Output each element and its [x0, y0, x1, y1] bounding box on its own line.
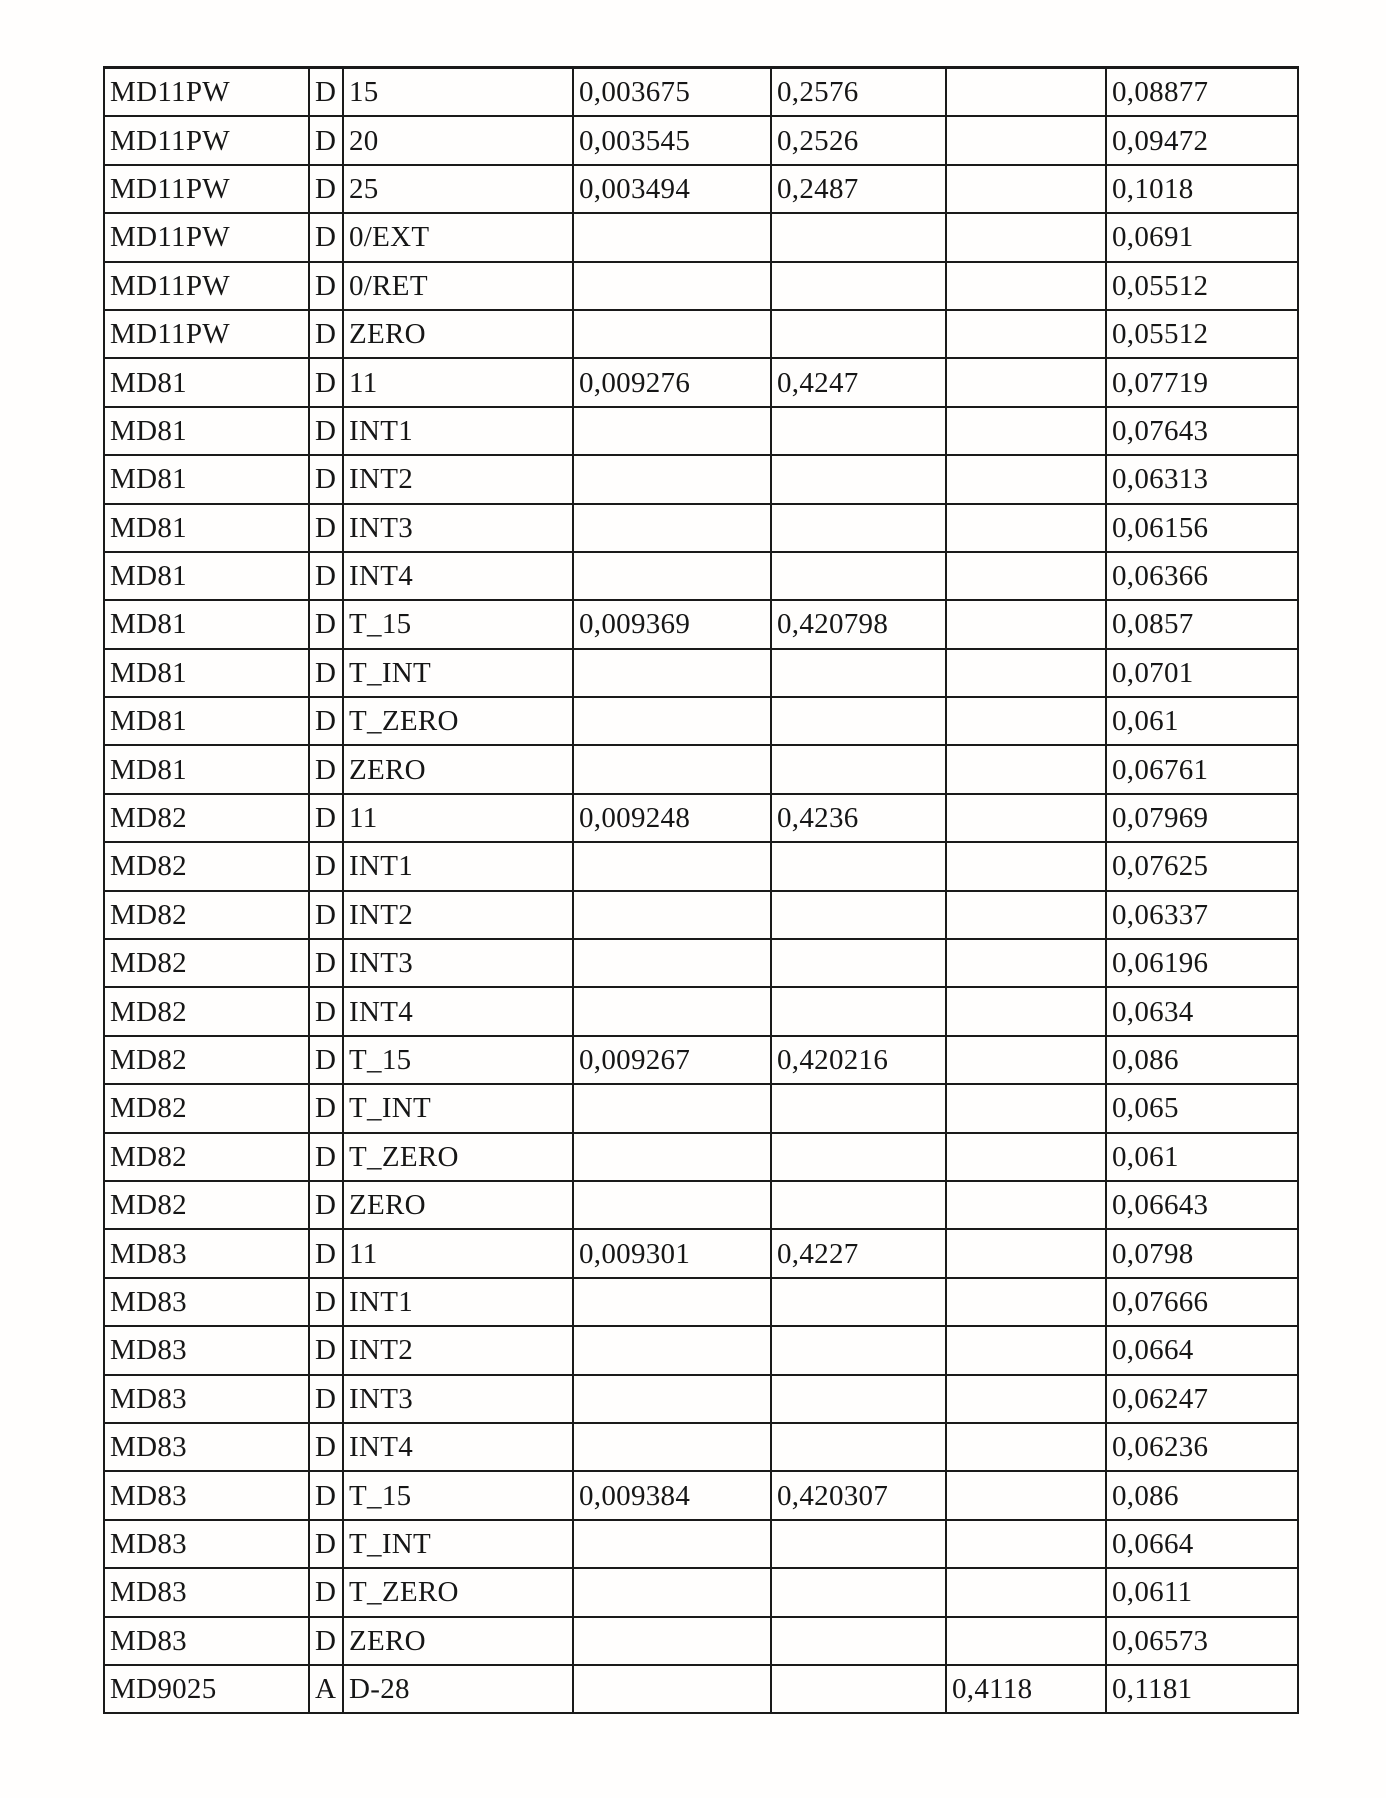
table-cell-r29-c2: D — [309, 1423, 343, 1471]
table-cell-r19-c4 — [573, 939, 771, 987]
table-cell-r11-c4 — [573, 552, 771, 600]
table-cell-r20-c3: INT4 — [343, 987, 573, 1035]
table-cell-r9-c6 — [946, 455, 1106, 503]
table-cell-r5-c6 — [946, 262, 1106, 310]
table-cell-r11-c6 — [946, 552, 1106, 600]
table-cell-r19-c6 — [946, 939, 1106, 987]
table-cell-r32-c6 — [946, 1568, 1106, 1616]
table-cell-r17-c2: D — [309, 842, 343, 890]
table-cell-r12-c4: 0,009369 — [573, 600, 771, 648]
table-row — [104, 1278, 1298, 1326]
table-cell-r32-c4 — [573, 1568, 771, 1616]
table-cell-r34-c1: MD9025 — [104, 1665, 309, 1713]
table-cell-r25-c7: 0,0798 — [1106, 1229, 1298, 1277]
table-cell-r24-c2: D — [309, 1181, 343, 1229]
table-cell-r6-c6 — [946, 310, 1106, 358]
table-cell-r30-c7: 0,086 — [1106, 1471, 1298, 1519]
table-cell-r18-c6 — [946, 891, 1106, 939]
table-cell-r4-c3: 0/EXT — [343, 213, 573, 261]
table-cell-r27-c7: 0,0664 — [1106, 1326, 1298, 1374]
table-cell-r7-c2: D — [309, 358, 343, 406]
table-cell-r26-c1: MD83 — [104, 1278, 309, 1326]
table-cell-r25-c5: 0,4227 — [771, 1229, 946, 1277]
table-cell-r11-c5 — [771, 552, 946, 600]
table-cell-r19-c5 — [771, 939, 946, 987]
table-cell-r5-c7: 0,05512 — [1106, 262, 1298, 310]
table-row — [104, 262, 1298, 310]
table-cell-r18-c4 — [573, 891, 771, 939]
table-cell-r12-c2: D — [309, 600, 343, 648]
table-cell-r22-c6 — [946, 1084, 1106, 1132]
table-cell-r8-c7: 0,07643 — [1106, 407, 1298, 455]
table-cell-r14-c6 — [946, 697, 1106, 745]
table-cell-r1-c7: 0,08877 — [1106, 68, 1298, 117]
table-cell-r14-c5 — [771, 697, 946, 745]
table-cell-r5-c2: D — [309, 262, 343, 310]
table-cell-r30-c6 — [946, 1471, 1106, 1519]
table-cell-r20-c6 — [946, 987, 1106, 1035]
table-cell-r33-c6 — [946, 1617, 1106, 1665]
table-cell-r21-c4: 0,009267 — [573, 1036, 771, 1084]
table-cell-r4-c2: D — [309, 213, 343, 261]
table-cell-r2-c2: D — [309, 116, 343, 164]
table-row — [104, 745, 1298, 793]
table-cell-r5-c1: MD11PW — [104, 262, 309, 310]
table-cell-r23-c2: D — [309, 1133, 343, 1181]
table-cell-r20-c4 — [573, 987, 771, 1035]
table-cell-r15-c2: D — [309, 745, 343, 793]
table-cell-r14-c3: T_ZERO — [343, 697, 573, 745]
table-cell-r5-c5 — [771, 262, 946, 310]
table-cell-r2-c5: 0,2526 — [771, 116, 946, 164]
table-cell-r6-c2: D — [309, 310, 343, 358]
table-cell-r12-c6 — [946, 600, 1106, 648]
table-cell-r33-c4 — [573, 1617, 771, 1665]
table-row — [104, 1568, 1298, 1616]
table-cell-r17-c4 — [573, 842, 771, 890]
table-cell-r17-c3: INT1 — [343, 842, 573, 890]
table-cell-r1-c3: 15 — [343, 68, 573, 117]
table-cell-r30-c1: MD83 — [104, 1471, 309, 1519]
table-cell-r7-c6 — [946, 358, 1106, 406]
table-cell-r28-c3: INT3 — [343, 1375, 573, 1423]
table-row — [104, 116, 1298, 164]
table-cell-r13-c7: 0,0701 — [1106, 649, 1298, 697]
table-cell-r8-c2: D — [309, 407, 343, 455]
table-cell-r29-c6 — [946, 1423, 1106, 1471]
table-cell-r3-c6 — [946, 165, 1106, 213]
table-cell-r19-c7: 0,06196 — [1106, 939, 1298, 987]
table-row — [104, 649, 1298, 697]
table-cell-r10-c5 — [771, 504, 946, 552]
table-cell-r26-c6 — [946, 1278, 1106, 1326]
table-cell-r34-c5 — [771, 1665, 946, 1713]
table-cell-r2-c7: 0,09472 — [1106, 116, 1298, 164]
table-cell-r4-c4 — [573, 213, 771, 261]
table-cell-r14-c4 — [573, 697, 771, 745]
table-cell-r20-c7: 0,0634 — [1106, 987, 1298, 1035]
table-body — [104, 68, 1298, 1714]
table-cell-r32-c7: 0,0611 — [1106, 1568, 1298, 1616]
table-cell-r26-c2: D — [309, 1278, 343, 1326]
table-cell-r12-c7: 0,0857 — [1106, 600, 1298, 648]
table-row — [104, 600, 1298, 648]
table-row — [104, 1375, 1298, 1423]
table-cell-r24-c3: ZERO — [343, 1181, 573, 1229]
table-cell-r32-c3: T_ZERO — [343, 1568, 573, 1616]
table-cell-r15-c5 — [771, 745, 946, 793]
table-cell-r30-c3: T_15 — [343, 1471, 573, 1519]
table-cell-r7-c3: 11 — [343, 358, 573, 406]
table-cell-r7-c5: 0,4247 — [771, 358, 946, 406]
table-cell-r8-c5 — [771, 407, 946, 455]
table-cell-r8-c6 — [946, 407, 1106, 455]
table-cell-r10-c6 — [946, 504, 1106, 552]
table-cell-r1-c6 — [946, 68, 1106, 117]
table-cell-r34-c7: 0,1181 — [1106, 1665, 1298, 1713]
table-cell-r21-c7: 0,086 — [1106, 1036, 1298, 1084]
table-cell-r22-c3: T_INT — [343, 1084, 573, 1132]
table-cell-r7-c1: MD81 — [104, 358, 309, 406]
table-cell-r29-c3: INT4 — [343, 1423, 573, 1471]
table-row — [104, 1181, 1298, 1229]
table-cell-r25-c3: 11 — [343, 1229, 573, 1277]
table-cell-r33-c2: D — [309, 1617, 343, 1665]
table-cell-r24-c7: 0,06643 — [1106, 1181, 1298, 1229]
table-row — [104, 68, 1298, 117]
table-cell-r27-c5 — [771, 1326, 946, 1374]
table-cell-r3-c1: MD11PW — [104, 165, 309, 213]
table-cell-r34-c3: D-28 — [343, 1665, 573, 1713]
table-cell-r31-c4 — [573, 1520, 771, 1568]
table-cell-r13-c4 — [573, 649, 771, 697]
table-cell-r7-c4: 0,009276 — [573, 358, 771, 406]
table-cell-r23-c4 — [573, 1133, 771, 1181]
table-cell-r9-c1: MD81 — [104, 455, 309, 503]
table-cell-r29-c1: MD83 — [104, 1423, 309, 1471]
table-cell-r20-c5 — [771, 987, 946, 1035]
table-cell-r10-c3: INT3 — [343, 504, 573, 552]
table-cell-r15-c4 — [573, 745, 771, 793]
table-cell-r29-c4 — [573, 1423, 771, 1471]
table-row — [104, 794, 1298, 842]
table-cell-r9-c5 — [771, 455, 946, 503]
table-cell-r34-c6: 0,4118 — [946, 1665, 1106, 1713]
table-row — [104, 165, 1298, 213]
table-cell-r3-c5: 0,2487 — [771, 165, 946, 213]
table-cell-r4-c5 — [771, 213, 946, 261]
table-cell-r29-c7: 0,06236 — [1106, 1423, 1298, 1471]
table-cell-r25-c1: MD83 — [104, 1229, 309, 1277]
table-cell-r3-c7: 0,1018 — [1106, 165, 1298, 213]
table-row — [104, 939, 1298, 987]
table-row — [104, 697, 1298, 745]
table-cell-r32-c2: D — [309, 1568, 343, 1616]
table-cell-r33-c3: ZERO — [343, 1617, 573, 1665]
table-cell-r1-c2: D — [309, 68, 343, 117]
table-cell-r26-c4 — [573, 1278, 771, 1326]
table-cell-r12-c3: T_15 — [343, 600, 573, 648]
table-cell-r28-c6 — [946, 1375, 1106, 1423]
table-cell-r16-c4: 0,009248 — [573, 794, 771, 842]
table-cell-r16-c6 — [946, 794, 1106, 842]
table-cell-r27-c4 — [573, 1326, 771, 1374]
table-cell-r33-c7: 0,06573 — [1106, 1617, 1298, 1665]
table-cell-r25-c4: 0,009301 — [573, 1229, 771, 1277]
table-cell-r11-c3: INT4 — [343, 552, 573, 600]
data-table — [103, 66, 1299, 1714]
table-cell-r7-c7: 0,07719 — [1106, 358, 1298, 406]
table-cell-r26-c3: INT1 — [343, 1278, 573, 1326]
table-cell-r8-c4 — [573, 407, 771, 455]
table-cell-r17-c6 — [946, 842, 1106, 890]
table-cell-r14-c7: 0,061 — [1106, 697, 1298, 745]
table-cell-r32-c1: MD83 — [104, 1568, 309, 1616]
table-cell-r25-c6 — [946, 1229, 1106, 1277]
table-cell-r22-c1: MD82 — [104, 1084, 309, 1132]
table-row — [104, 407, 1298, 455]
table-row — [104, 1036, 1298, 1084]
table-row — [104, 310, 1298, 358]
table-cell-r31-c6 — [946, 1520, 1106, 1568]
table-cell-r4-c1: MD11PW — [104, 213, 309, 261]
table-row — [104, 1084, 1298, 1132]
table-cell-r16-c5: 0,4236 — [771, 794, 946, 842]
table-cell-r21-c3: T_15 — [343, 1036, 573, 1084]
table-cell-r2-c6 — [946, 116, 1106, 164]
table-cell-r18-c7: 0,06337 — [1106, 891, 1298, 939]
table-cell-r23-c3: T_ZERO — [343, 1133, 573, 1181]
table-row — [104, 1423, 1298, 1471]
table-cell-r10-c7: 0,06156 — [1106, 504, 1298, 552]
table-cell-r18-c2: D — [309, 891, 343, 939]
table-cell-r3-c2: D — [309, 165, 343, 213]
table-cell-r3-c4: 0,003494 — [573, 165, 771, 213]
table-cell-r16-c3: 11 — [343, 794, 573, 842]
table-row — [104, 1471, 1298, 1519]
table-cell-r12-c5: 0,420798 — [771, 600, 946, 648]
table-cell-r31-c2: D — [309, 1520, 343, 1568]
table-cell-r15-c7: 0,06761 — [1106, 745, 1298, 793]
table-cell-r17-c1: MD82 — [104, 842, 309, 890]
table-cell-r32-c5 — [771, 1568, 946, 1616]
table-cell-r20-c2: D — [309, 987, 343, 1035]
table-cell-r30-c2: D — [309, 1471, 343, 1519]
table-cell-r22-c4 — [573, 1084, 771, 1132]
table-cell-r24-c6 — [946, 1181, 1106, 1229]
table-cell-r16-c2: D — [309, 794, 343, 842]
table-row — [104, 842, 1298, 890]
table-cell-r28-c2: D — [309, 1375, 343, 1423]
table-cell-r21-c6 — [946, 1036, 1106, 1084]
table-cell-r1-c5: 0,2576 — [771, 68, 946, 117]
table-cell-r22-c5 — [771, 1084, 946, 1132]
table-cell-r21-c1: MD82 — [104, 1036, 309, 1084]
table-cell-r24-c5 — [771, 1181, 946, 1229]
table-cell-r1-c4: 0,003675 — [573, 68, 771, 117]
table-cell-r6-c7: 0,05512 — [1106, 310, 1298, 358]
table-cell-r4-c7: 0,0691 — [1106, 213, 1298, 261]
table-cell-r8-c3: INT1 — [343, 407, 573, 455]
table-cell-r15-c1: MD81 — [104, 745, 309, 793]
table-cell-r16-c1: MD82 — [104, 794, 309, 842]
table-cell-r24-c1: MD82 — [104, 1181, 309, 1229]
table-cell-r34-c2: A — [309, 1665, 343, 1713]
table-cell-r2-c3: 20 — [343, 116, 573, 164]
table-cell-r25-c2: D — [309, 1229, 343, 1277]
table-row — [104, 213, 1298, 261]
table-cell-r17-c5 — [771, 842, 946, 890]
table-row — [104, 1326, 1298, 1374]
table-cell-r9-c2: D — [309, 455, 343, 503]
table-cell-r34-c4 — [573, 1665, 771, 1713]
table-cell-r14-c2: D — [309, 697, 343, 745]
table-cell-r23-c5 — [771, 1133, 946, 1181]
table-cell-r22-c2: D — [309, 1084, 343, 1132]
table-cell-r28-c4 — [573, 1375, 771, 1423]
table-cell-r20-c1: MD82 — [104, 987, 309, 1035]
table-cell-r19-c1: MD82 — [104, 939, 309, 987]
table-cell-r29-c5 — [771, 1423, 946, 1471]
table-row — [104, 891, 1298, 939]
table-cell-r2-c4: 0,003545 — [573, 116, 771, 164]
table-cell-r33-c1: MD83 — [104, 1617, 309, 1665]
table-cell-r13-c5 — [771, 649, 946, 697]
table-row — [104, 358, 1298, 406]
table-cell-r28-c7: 0,06247 — [1106, 1375, 1298, 1423]
table-cell-r28-c5 — [771, 1375, 946, 1423]
table-cell-r30-c5: 0,420307 — [771, 1471, 946, 1519]
table-cell-r13-c3: T_INT — [343, 649, 573, 697]
table-cell-r12-c1: MD81 — [104, 600, 309, 648]
table-cell-r3-c3: 25 — [343, 165, 573, 213]
table-row — [104, 504, 1298, 552]
table-cell-r23-c6 — [946, 1133, 1106, 1181]
table-cell-r30-c4: 0,009384 — [573, 1471, 771, 1519]
table-cell-r26-c7: 0,07666 — [1106, 1278, 1298, 1326]
table-cell-r10-c2: D — [309, 504, 343, 552]
table-cell-r31-c3: T_INT — [343, 1520, 573, 1568]
table-cell-r27-c2: D — [309, 1326, 343, 1374]
table-cell-r21-c5: 0,420216 — [771, 1036, 946, 1084]
table-row — [104, 1133, 1298, 1181]
table-cell-r13-c6 — [946, 649, 1106, 697]
table-cell-r13-c2: D — [309, 649, 343, 697]
table-cell-r27-c1: MD83 — [104, 1326, 309, 1374]
table-cell-r9-c4 — [573, 455, 771, 503]
table-cell-r27-c6 — [946, 1326, 1106, 1374]
table-cell-r11-c1: MD81 — [104, 552, 309, 600]
table-cell-r6-c4 — [573, 310, 771, 358]
table-row — [104, 1229, 1298, 1277]
table-cell-r11-c7: 0,06366 — [1106, 552, 1298, 600]
table-cell-r15-c3: ZERO — [343, 745, 573, 793]
table-cell-r10-c4 — [573, 504, 771, 552]
table-cell-r5-c4 — [573, 262, 771, 310]
table-cell-r5-c3: 0/RET — [343, 262, 573, 310]
table-row — [104, 552, 1298, 600]
table-cell-r1-c1: MD11PW — [104, 68, 309, 117]
table-row — [104, 1520, 1298, 1568]
table-cell-r6-c3: ZERO — [343, 310, 573, 358]
table-row — [104, 455, 1298, 503]
table-cell-r24-c4 — [573, 1181, 771, 1229]
table-cell-r31-c7: 0,0664 — [1106, 1520, 1298, 1568]
table-cell-r10-c1: MD81 — [104, 504, 309, 552]
table-row — [104, 1665, 1298, 1713]
table-cell-r9-c7: 0,06313 — [1106, 455, 1298, 503]
table-cell-r27-c3: INT2 — [343, 1326, 573, 1374]
table-cell-r28-c1: MD83 — [104, 1375, 309, 1423]
table-cell-r19-c3: INT3 — [343, 939, 573, 987]
table-cell-r23-c7: 0,061 — [1106, 1133, 1298, 1181]
table-cell-r14-c1: MD81 — [104, 697, 309, 745]
table-cell-r21-c2: D — [309, 1036, 343, 1084]
table-cell-r31-c1: MD83 — [104, 1520, 309, 1568]
table-cell-r18-c3: INT2 — [343, 891, 573, 939]
table-cell-r18-c5 — [771, 891, 946, 939]
table-cell-r9-c3: INT2 — [343, 455, 573, 503]
table-cell-r22-c7: 0,065 — [1106, 1084, 1298, 1132]
table-row — [104, 1617, 1298, 1665]
table-cell-r11-c2: D — [309, 552, 343, 600]
table-cell-r17-c7: 0,07625 — [1106, 842, 1298, 890]
table-cell-r15-c6 — [946, 745, 1106, 793]
table-cell-r2-c1: MD11PW — [104, 116, 309, 164]
table-cell-r6-c1: MD11PW — [104, 310, 309, 358]
table-cell-r18-c1: MD82 — [104, 891, 309, 939]
table-cell-r6-c5 — [771, 310, 946, 358]
table-cell-r26-c5 — [771, 1278, 946, 1326]
table-row — [104, 987, 1298, 1035]
table-cell-r19-c2: D — [309, 939, 343, 987]
table-cell-r23-c1: MD82 — [104, 1133, 309, 1181]
table-cell-r16-c7: 0,07969 — [1106, 794, 1298, 842]
table-cell-r31-c5 — [771, 1520, 946, 1568]
table-cell-r8-c1: MD81 — [104, 407, 309, 455]
table-cell-r4-c6 — [946, 213, 1106, 261]
table-cell-r13-c1: MD81 — [104, 649, 309, 697]
table-cell-r33-c5 — [771, 1617, 946, 1665]
